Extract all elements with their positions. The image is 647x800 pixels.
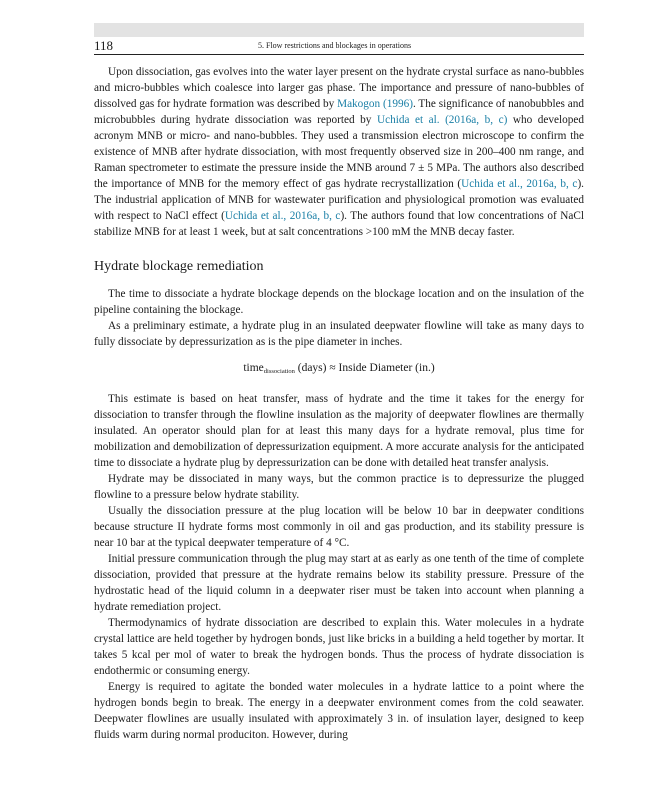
paragraph: Energy is required to agitate the bonded water molecules in a hydrate lattice to a point where the hydrogen bonds begin to break. The energy in a deepwater environment comes from the cold seawater. Deepwater flowlines are usually insulated with approximately 3 in. of insulation layer, designed to keep fluids warm during normal produciton. However, during: [94, 681, 584, 741]
citation-link[interactable]: Uchida et al. (2016a, b, c): [376, 114, 508, 126]
paragraph: Initial pressure communication through the plug may start at as early as one tenth of the time of complete dissociation, provided that pressure at the hydrate remains below its stability pressure. Pressure of the hydrostatic head of the liquid column in a deepwater riser must be taken into account when planning a hydrate remediation project.: [94, 553, 584, 613]
citation-link[interactable]: Uchida et al., 2016a, b, c: [224, 210, 341, 222]
dissociation-time-equation: time$_{dissociation}$ (days) ≈ Inside Diameter (in.): [243, 362, 435, 375]
section-heading: Hydrate blockage remediation: [94, 259, 264, 274]
paragraph: This estimate is based on heat transfer, mass of hydrate and the time it takes for the energy for dissociation to transfer through the flowline insulation as the majority of deepwater flowlines are thermally insulated. An operator should plan for at least this many days for a hydrate removal, plus time for mobilization and demobilization of depressurization equipment. A more accurate analysis for the anticipated time to dissociate a hydrate plug by depressurization can be done with detailed heat transfer analysis.: [94, 393, 584, 469]
running-head: [94, 38, 584, 55]
paragraph-nanobubbles: Upon dissociation, gas evolves into the water layer present on the hydrate crystal surface as nano-bubbles and micro-bubbles which coalesce into larger gas phase. The importance and pressure of nano-bubbles of dissolved gas for hydrate formation was described by Makogon (1996). The significance of nanobubbles and microbubbles during hydrate dissociation was reported by Uchida et al. (2016a, b, c) who developed acronym MNB or micro- and nano-bubbles. They used a transmission electron microscope to confirm the existence of MNB after hydrate dissociation, with most frequently observed size in 200–400 nm range, and Raman spectrometer to estimate the pressure inside the MNB around 7 ± 5 MPa. The authors also described the importance of MNB for the memory effect of gas hydrate recrystallization (Uchida et al., 2016a, b, c). The industrial application of MNB for wastewater purification and physiological promotion was evaluated with respect to NaCl effect (Uchida et al., 2016a, b, c). The authors found that low concentrations of NaCl stabilize MNB for at least 1 week, but at salt concentrations >100 mM the MNB decay faster.: [94, 66, 584, 238]
citation-link[interactable]: Uchida et al., 2016a, b, c: [461, 178, 578, 190]
paragraph: Thermodynamics of hydrate dissociation are described to explain this. Water molecules in a hydrate crystal lattice are held together by hydrogen bonds, just like bricks in a building a held together by mortar. It takes 5 kcal per mol of water to break the hydrogen bonds. Thus the process of hydrate dissociation is endothermic or consuming energy.: [94, 617, 584, 677]
paragraph: The time to dissociate a hydrate blockage depends on the blockage location and on the insulation of the pipeline containing the blockage.: [94, 288, 584, 316]
paragraph: Usually the dissociation pressure at the plug location will be below 10 bar in deepwater conditions because structure II hydrate forms most commonly in oil and gas production, and its stability pressure is near 10 bar at the typical deepwater temperature of 4 °C.: [94, 505, 584, 549]
page-number: 118: [94, 38, 114, 53]
chapter-title: 5. Flow restrictions and blockages in operations: [258, 41, 412, 50]
paragraph: As a preliminary estimate, a hydrate plug in an insulated deepwater flowline will take as many days to fully dissociate by depressurization as is the pipe diameter in inches.: [94, 320, 584, 348]
header-band: [94, 23, 584, 37]
paragraph: Hydrate may be dissociated in many ways, but the common practice is to depressurize the plugged flowline to a pressure below hydrate stability.: [94, 473, 584, 501]
citation-link[interactable]: Makogon (1996): [337, 98, 413, 110]
body-text: [94, 64, 584, 743]
